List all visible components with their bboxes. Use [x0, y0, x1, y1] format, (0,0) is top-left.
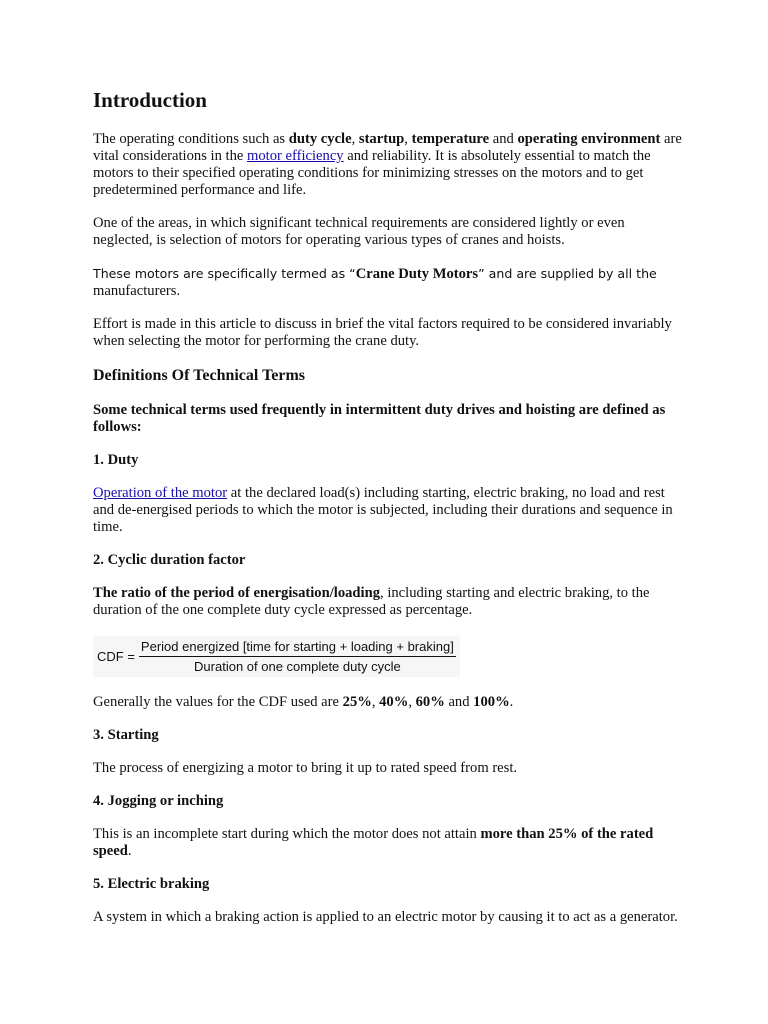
- cdf-value: 25%: [342, 694, 372, 710]
- formula-fraction: [139, 638, 456, 675]
- text: and: [489, 131, 518, 147]
- bold-term: Crane Duty Motors: [355, 266, 479, 282]
- intro-paragraph-1: [93, 131, 683, 199]
- page-title: Introduction: [93, 88, 207, 112]
- text: at the declared load(s) including starting, electric braking, no load and rest and de-energised periods to which the motor is subjected, including their durations and sequence in time.: [93, 485, 673, 535]
- formula-denominator: Duration of one complete duty cycle: [194, 659, 401, 674]
- cdf-value: 60%: [415, 694, 445, 710]
- definitions-heading: Definitions Of Technical Terms: [93, 367, 306, 384]
- text: manufacturers.: [93, 283, 181, 299]
- duty-heading: [93, 452, 683, 469]
- operation-of-motor-link[interactable]: Operation of the motor: [93, 485, 228, 501]
- intro-paragraph-4: Effort is made in this article to discuss in brief the vital factors required to be considered invariably when selecting the motor for performing the crane duty.: [93, 316, 672, 349]
- braking-heading: [93, 876, 683, 893]
- braking-paragraph: A system in which a braking action is applied to an electric motor by causing it to act as a generator.: [93, 909, 678, 925]
- cdf-value: 40%: [379, 694, 409, 710]
- text: ,: [351, 131, 359, 147]
- intro-paragraph-2: One of the areas, in which significant technical requirements are considered lightly or even neglected, is selection of motors for operating various types of cranes and hoists.: [93, 215, 625, 248]
- starting-paragraph: The process of energizing a motor to bring it up to rated speed from rest.: [93, 760, 518, 776]
- cdf-values-paragraph: [93, 694, 683, 711]
- article: [93, 86, 683, 942]
- bold-text: more than 25% of the rated speed: [93, 826, 654, 859]
- text: .: [127, 843, 132, 859]
- motor-efficiency-link[interactable]: motor efficiency: [247, 148, 344, 164]
- text: The operating conditions such as: [93, 131, 289, 147]
- text: These motors are specifically termed as “: [93, 266, 356, 281]
- cdf-formula: [93, 636, 460, 677]
- bold-term: startup: [358, 131, 405, 147]
- bold-term: duty cycle: [288, 131, 352, 147]
- text: ,: [408, 694, 416, 710]
- bold-term: temperature: [411, 131, 490, 147]
- text: , including starting and electric braking, to the duration of the one complete duty cycle expressed as percentage.: [93, 585, 650, 618]
- text: Generally the values for the CDF used are: [93, 694, 343, 710]
- text: .: [509, 694, 514, 710]
- cdf-paragraph: [93, 585, 683, 619]
- bold-text: Some technical terms used frequently in intermittent duty drives and hoisting are defined as follows:: [93, 402, 666, 435]
- duty-paragraph: [93, 485, 683, 536]
- bold-term: operating environment: [517, 131, 661, 147]
- text: ” and are supplied by all the: [478, 266, 657, 281]
- text: and: [444, 694, 474, 710]
- bold-text: The ratio of the period of energisation/loading: [93, 585, 381, 601]
- definitions-lead: [93, 402, 683, 436]
- jogging-heading: [93, 793, 683, 810]
- cdf-heading: [93, 552, 683, 569]
- section-heading: 2. Cyclic duration factor: [93, 552, 246, 568]
- cdf-value: 100%: [473, 694, 510, 710]
- section-heading: 3. Starting: [93, 727, 159, 743]
- formula-numerator: Period energized [time for starting + loading + braking]: [139, 638, 456, 657]
- formula-lhs: CDF =: [97, 649, 135, 664]
- starting-heading: [93, 727, 683, 744]
- text: ,: [371, 694, 380, 710]
- text: This is an incomplete start during which the motor does not attain: [93, 826, 481, 842]
- jogging-paragraph: [93, 826, 683, 860]
- section-heading: 4. Jogging or inching: [93, 793, 224, 809]
- section-heading: 1. Duty: [93, 452, 139, 468]
- intro-paragraph-3: [93, 265, 683, 300]
- text: and reliability. It is absolutely essential to match the motors to their specified operating conditions for minimizing stresses on the motors and to get predetermined performance and life.: [93, 148, 651, 198]
- text: ,: [404, 131, 412, 147]
- text: are vital considerations in the: [93, 131, 682, 164]
- section-heading: 5. Electric braking: [93, 876, 210, 892]
